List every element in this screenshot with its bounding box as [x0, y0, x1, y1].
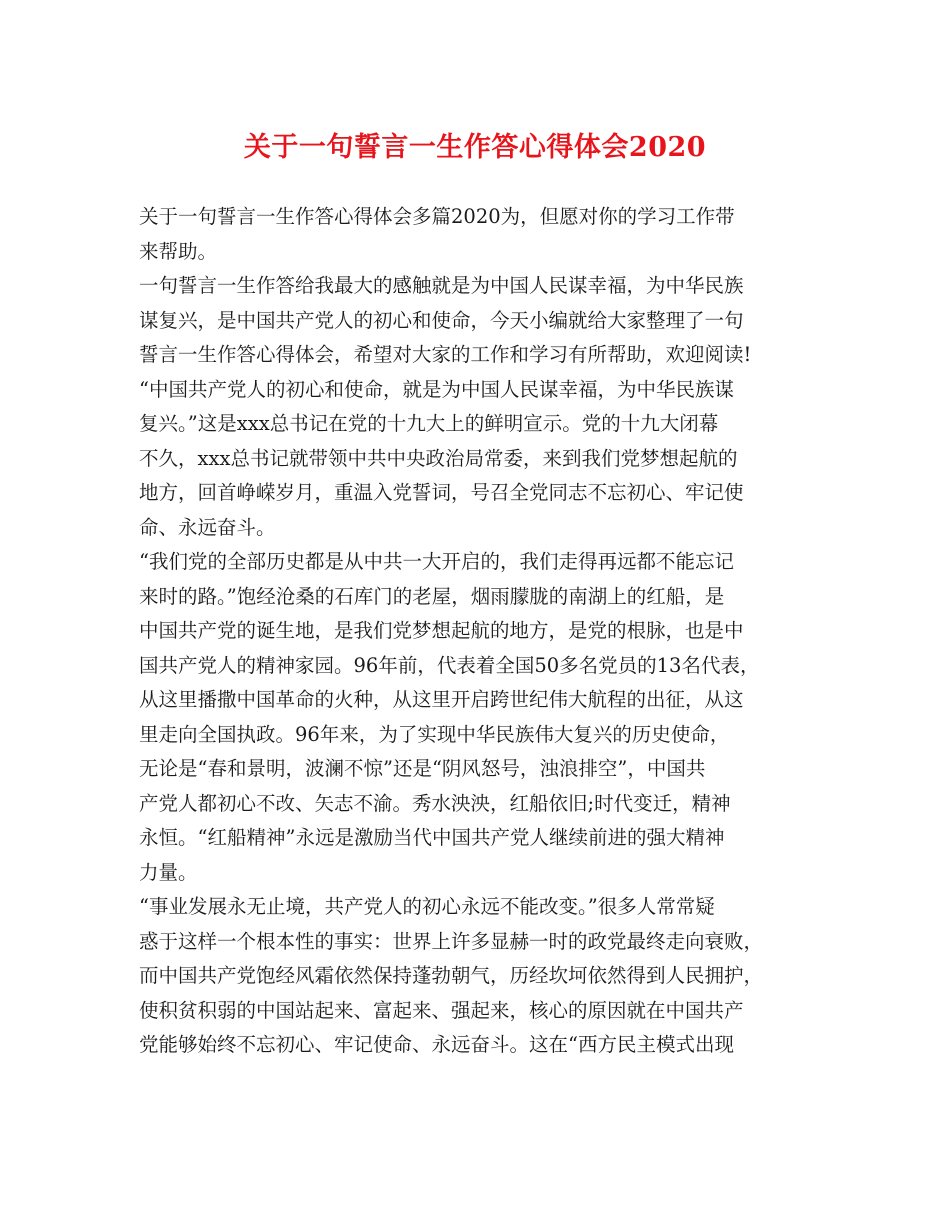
document-body — [139, 200, 819, 1063]
body-line: 命、永远奋斗。 — [139, 515, 276, 539]
body-line: “中国共产党人的初心和使命，就是为中国人民谋幸福，为中华民族谋 — [139, 377, 734, 401]
body-line: 地方，回首峥嵘岁月，重温入党誓词，号召全党同志不忘初心、牢记使 — [139, 481, 744, 504]
body-line: 永恒。“红船精神”永远是激励当代中国共产党人继续前进的强大精神 — [139, 826, 725, 849]
body-line: 惑于这样一个根本性的事实：世界上许多显赫一时的政党最终走向衰败， — [139, 929, 764, 953]
body-line: 谋复兴，是中国共产党人的初心和使命，今天小编就给大家整理了一句 — [139, 308, 744, 332]
body-line: 力量。 — [139, 860, 198, 884]
body-line: 而中国共产党饱经风霜依然保持蓬勃朝气，历经坎坷依然得到人民拥护， — [139, 964, 764, 987]
body-line: 一句誓言一生作答给我最大的感触就是为中国人民谋幸福，为中华民族 — [139, 274, 744, 297]
body-line: “事业发展永无止境，共产党人的初心永远不能改变。”很多人常常疑 — [139, 895, 715, 918]
body-line: 无论是“春和景明，波澜不惊”还是“阴风怒号，浊浪排空”，中国共 — [139, 757, 706, 780]
body-line: 从这里播撒中国革命的火种，从这里开启跨世纪伟大航程的出征，从这 — [139, 688, 744, 711]
document-title: 关于一句誓言一生作答心得体会2020 — [243, 132, 707, 163]
body-line: 来帮助。 — [139, 239, 218, 263]
body-line: 产党人都初心不改、矢志不渝。秀水泱泱，红船依旧;时代变迁，精神 — [139, 791, 731, 815]
body-line: 复兴。”这是xxx总书记在党的十九大上的鲜明宣示。党的十九大闭幕 — [139, 412, 719, 435]
body-line: 党能够始终不忘初心、牢记使命、永远奋斗。这在“西方民主模式出现 — [139, 1033, 734, 1056]
body-line: 不久，xxx总书记就带领中共中央政治局常委，来到我们党梦想起航的 — [139, 446, 738, 470]
body-line: 里走向全国执政。96年来，为了实现中华民族伟大复兴的历史使命， — [139, 722, 730, 746]
body-line: 国共产党人的精神家园。96年前，代表着全国50多名党员的13名代表， — [139, 653, 760, 677]
body-line: 誓言一生作答心得体会，希望对大家的工作和学习有所帮助，欢迎阅读! — [139, 343, 752, 366]
body-line: 关于一句誓言一生作答心得体会多篇2020为，但愿对你的学习工作带 — [139, 205, 735, 228]
body-line: “我们党的全部历史都是从中共一大开启的，我们走得再远都不能忘记 — [139, 550, 734, 573]
body-line: 中国共产党的诞生地，是我们党梦想起航的地方，是党的根脉，也是中 — [139, 619, 744, 642]
body-line: 使积贫积弱的中国站起来、富起来、强起来，核心的原因就在中国共产 — [139, 998, 744, 1022]
body-line: 来时的路。”饱经沧桑的石库门的老屋，烟雨朦胧的南湖上的红船，是 — [139, 584, 725, 608]
